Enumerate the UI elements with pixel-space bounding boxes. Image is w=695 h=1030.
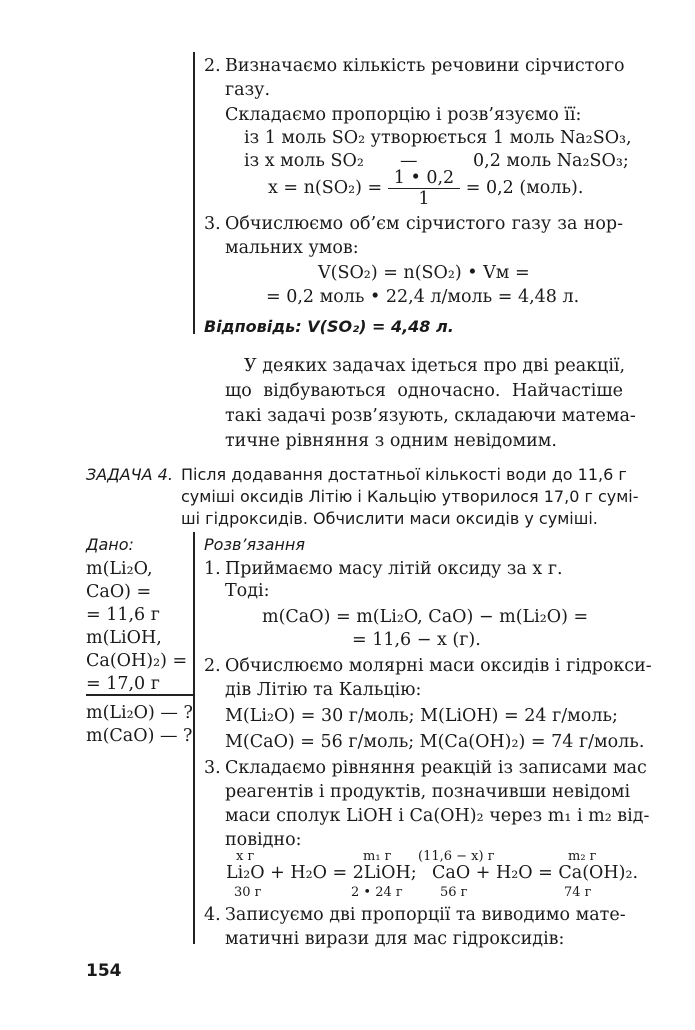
- volume-equation-line2: = 0,2 моль • 22,4 л/моль = 4,48 л.: [266, 287, 580, 307]
- reaction-mass-above: m₁ г: [363, 849, 392, 864]
- answer-line: Відповідь: V(SO₂) = 4,48 л.: [204, 317, 454, 336]
- moles-equation: [268, 168, 583, 209]
- solution-step3-number: 3.: [204, 758, 221, 778]
- solution-heading: Розв’язання: [204, 535, 305, 554]
- moles-fraction: [388, 168, 460, 209]
- top-step2-line2: газу.: [225, 80, 271, 100]
- task-label: ЗАДАЧА 4.: [86, 465, 173, 484]
- solution-step1-eq1: m(CaO) = m(Li₂O, CaO) − m(Li₂O) =: [262, 607, 589, 627]
- solution-step3-line1: Складаємо рівняння реакцій із записами мас: [225, 758, 647, 778]
- find-line: m(CaO) — ?: [86, 726, 193, 746]
- page-number: 154: [86, 961, 122, 981]
- solution-step3-line3: маси сполук LiOH і Ca(OH)₂ через m₁ і m₂ від-: [225, 806, 650, 826]
- solution-step2-line2: дів Літію та Кальцію:: [225, 680, 422, 700]
- top-step2-line1: Визначаємо кількість речовини сірчистого: [225, 56, 625, 76]
- given-line: m(LiOH,: [86, 628, 162, 648]
- reaction-mass-above: (11,6 − x) г: [418, 849, 495, 864]
- solution-step2-eq1: M(Li₂O) = 30 г/моль; M(LiOH) = 24 г/моль;: [225, 706, 618, 726]
- solution-step1-number: 1.: [204, 559, 221, 579]
- proportion-intro: Складаємо пропорцію і розв’язуємо її:: [225, 105, 582, 125]
- solution-step1-eq2: = 11,6 − x (г).: [352, 630, 481, 650]
- proportion-line1: із 1 моль SO₂ утворюється 1 моль Na₂SO₃,: [244, 128, 632, 148]
- proportion-line2-left: із x моль SO₂: [244, 151, 364, 171]
- given-line: m(Li₂O,: [86, 559, 153, 579]
- given-divider: [86, 694, 194, 696]
- top-step3-line1: Обчислюємо об’єм сірчистого газу за нор-: [225, 214, 623, 234]
- volume-equation-line1: V(SO₂) = n(SO₂) • Vм =: [318, 263, 530, 283]
- reaction-mass-below: 30 г: [234, 885, 262, 900]
- given-line: CaO) =: [86, 582, 152, 602]
- given-line: Ca(OH)₂) =: [86, 651, 188, 671]
- solution-step1-line2: Тоді:: [225, 581, 270, 601]
- reaction-mass-below: 2 • 24 г: [351, 885, 403, 900]
- given-line: = 11,6 г: [86, 605, 160, 625]
- find-line: m(Li₂O) — ?: [86, 703, 193, 723]
- solution-step4-line1: Записуємо дві пропорції та виводимо мате-: [225, 905, 626, 925]
- top-solution-rule: [193, 52, 195, 334]
- solution-step2-number: 2.: [204, 656, 221, 676]
- solution-step1-line1: Приймаємо масу літій оксиду за x г.: [225, 559, 563, 579]
- solution-step3-line4: повідно:: [225, 830, 302, 850]
- top-step3-number: 3.: [204, 214, 221, 234]
- paragraph-line2: що відбуваються одночасно. Найчастіше: [225, 381, 623, 401]
- solution-rule: [193, 532, 195, 944]
- given-line: = 17,0 г: [86, 674, 160, 694]
- solution-step3-line2: реагентів і продуктів, позначивши невідомі: [225, 782, 631, 802]
- solution-step4-number: 4.: [204, 905, 221, 925]
- reaction-mass-below: 74 г: [564, 885, 592, 900]
- moles-equation-left: x = n(SO₂) =: [268, 178, 383, 198]
- task-line1: Після додавання достатньої кількості води до 11,6 г: [181, 465, 627, 484]
- given-heading: Дано:: [86, 535, 134, 554]
- solution-step2-eq2: M(CaO) = 56 г/моль; M(Ca(OH)₂) = 74 г/моль.: [225, 732, 645, 752]
- paragraph-line3: такі задачі розв’язують, складаючи матема-: [225, 406, 636, 426]
- task-line3: ші гідроксидів. Обчислити маси оксидів у суміші.: [181, 509, 598, 528]
- proportion-line2-dash: —: [400, 151, 418, 171]
- task-line2: суміші оксидів Літію і Кальцію утворилося 17,0 г сумі-: [181, 487, 639, 506]
- reaction-equation-calcium: CaO + H₂O = Ca(OH)₂.: [432, 863, 639, 883]
- top-step2-number: 2.: [204, 56, 221, 76]
- top-step3-line2: мальних умов:: [225, 238, 359, 258]
- solution-step4-line2: матичні вирази для мас гідроксидів:: [225, 929, 565, 949]
- paragraph-line1: У деяких задачах ідеться про дві реакції,: [244, 356, 626, 376]
- reaction-mass-below: 56 г: [440, 885, 468, 900]
- moles-fraction-numerator: 1 • 0,2: [388, 168, 460, 189]
- reaction-mass-above: x г: [236, 849, 255, 864]
- paragraph-line4: тичне рівняння з одним невідомим.: [225, 431, 557, 451]
- proportion-line2-right: 0,2 моль Na₂SO₃;: [473, 151, 629, 171]
- reaction-mass-above: m₂ г: [568, 849, 597, 864]
- solution-step2-line1: Обчислюємо молярні маси оксидів і гідрокси-: [225, 656, 652, 676]
- reaction-equation-lithium: Li₂O + H₂O = 2LiOH;: [226, 863, 417, 883]
- moles-fraction-denominator: 1: [418, 189, 430, 209]
- moles-equation-right: = 0,2 (моль).: [465, 178, 584, 198]
